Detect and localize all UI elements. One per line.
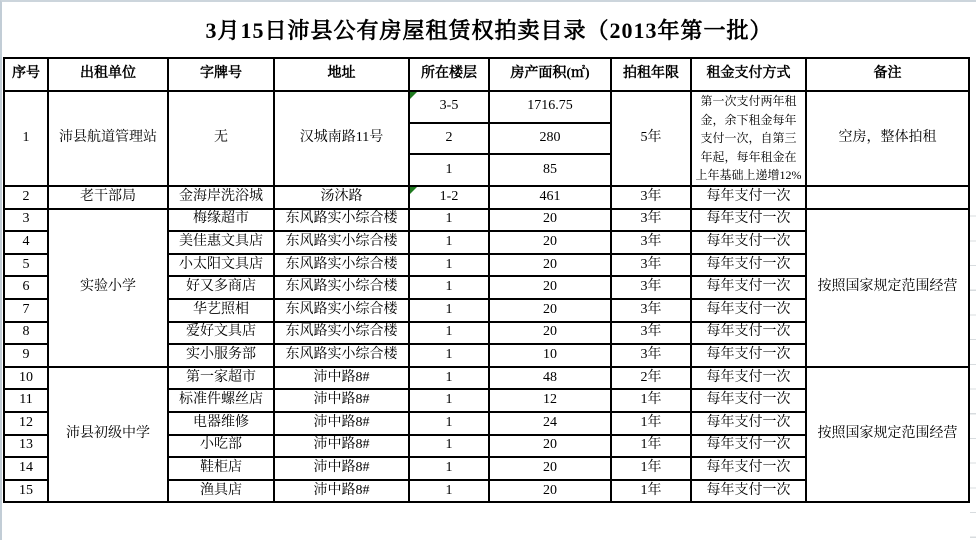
cell-sign: 电器维修 — [168, 412, 274, 435]
cell-term: 3年 — [611, 186, 691, 209]
cell-floor: 1 — [409, 154, 489, 186]
cell-no: 14 — [4, 457, 48, 480]
cell-payment: 每年支付一次 — [691, 344, 806, 367]
cell-address: 东风路实小综合楼 — [274, 322, 409, 345]
cell-no: 2 — [4, 186, 48, 209]
cell-no: 5 — [4, 254, 48, 277]
text-format-flag-icon — [410, 92, 417, 99]
cell-area: 48 — [489, 367, 611, 390]
cell-term: 1年 — [611, 412, 691, 435]
cell-address: 东风路实小综合楼 — [274, 231, 409, 254]
cell-address: 沛中路8# — [274, 435, 409, 458]
cell-address: 东风路实小综合楼 — [274, 209, 409, 232]
cell-floor-text: 3-5 — [439, 98, 459, 114]
cell-floor: 2 — [409, 123, 489, 155]
cell-sign: 标准件螺丝店 — [168, 389, 274, 412]
cell-term: 3年 — [611, 209, 691, 232]
cell-area: 20 — [489, 480, 611, 503]
cell-area: 280 — [489, 123, 611, 155]
cell-payment: 每年支付一次 — [691, 186, 806, 209]
cell-area: 85 — [489, 154, 611, 186]
cell-area: 20 — [489, 322, 611, 345]
title-row — [2, 2, 976, 57]
cell-term: 3年 — [611, 276, 691, 299]
cell-term: 3年 — [611, 231, 691, 254]
cell-sign: 鞋柜店 — [168, 457, 274, 480]
cell-area: 20 — [489, 457, 611, 480]
cell-area: 20 — [489, 299, 611, 322]
cell-area: 24 — [489, 412, 611, 435]
cell-address: 沛中路8# — [274, 480, 409, 503]
cell-sign: 实小服务部 — [168, 344, 274, 367]
cell-floor: 1 — [409, 209, 489, 232]
cell-no: 10 — [4, 367, 48, 390]
cell-term: 1年 — [611, 480, 691, 503]
header-cell-area: 房产面积(㎡) — [489, 58, 611, 91]
cell-floor: 1 — [409, 367, 489, 390]
cell-area: 20 — [489, 276, 611, 299]
page-title: 3月15日沛县公有房屋租赁权拍卖目录（2013年第一批） — [205, 18, 773, 43]
cell-floor-text: 1-2 — [439, 188, 459, 204]
cell-unit: 老干部局 — [48, 186, 168, 209]
cell-address: 汤沐路 — [274, 186, 409, 209]
cell-remark: 按照国家规定范围经营 — [806, 367, 969, 503]
cell-no: 13 — [4, 435, 48, 458]
cell-sign: 爱好文具店 — [168, 322, 274, 345]
cell-address: 沛中路8# — [274, 367, 409, 390]
cell-floor: 1 — [409, 457, 489, 480]
cell-no: 7 — [4, 299, 48, 322]
cell-no: 4 — [4, 231, 48, 254]
header-cell-sign: 字牌号 — [168, 58, 274, 91]
cell-remark — [806, 186, 969, 209]
cell-address: 汉城南路11号 — [274, 91, 409, 186]
cell-payment: 每年支付一次 — [691, 276, 806, 299]
cell-sign: 好又多商店 — [168, 276, 274, 299]
table-row — [4, 209, 969, 232]
cell-area: 10 — [489, 344, 611, 367]
cell-payment: 每年支付一次 — [691, 367, 806, 390]
cell-payment: 每年支付一次 — [691, 412, 806, 435]
cell-sign: 无 — [168, 91, 274, 186]
cell-floor: 1 — [409, 276, 489, 299]
cell-floor: 1 — [409, 412, 489, 435]
cell-unit: 沛县航道管理站 — [48, 91, 168, 186]
cell-no: 8 — [4, 322, 48, 345]
cell-term: 2年 — [611, 367, 691, 390]
header-cell-no: 序号 — [4, 58, 48, 91]
cell-floor — [409, 186, 489, 209]
cell-term: 1年 — [611, 457, 691, 480]
adjacent-gridline-stub — [970, 192, 976, 538]
table-row — [4, 367, 969, 390]
cell-sign: 梅缘超市 — [168, 209, 274, 232]
header-cell-address: 地址 — [274, 58, 409, 91]
cell-floor: 1 — [409, 344, 489, 367]
cell-term: 3年 — [611, 322, 691, 345]
cell-area: 20 — [489, 435, 611, 458]
cell-payment: 每年支付一次 — [691, 231, 806, 254]
cell-payment: 每年支付一次 — [691, 457, 806, 480]
header-cell-unit: 出租单位 — [48, 58, 168, 91]
cell-no: 6 — [4, 276, 48, 299]
cell-no: 11 — [4, 389, 48, 412]
header-row — [4, 58, 969, 91]
cell-floor: 1 — [409, 299, 489, 322]
cell-address: 沛中路8# — [274, 412, 409, 435]
cell-term: 3年 — [611, 254, 691, 277]
cell-payment: 第一次支付两年租金，余下租金每年支付一次，自第三年起，每年租金在上年基础上递增12% — [691, 91, 806, 186]
cell-remark: 按照国家规定范围经营 — [806, 209, 969, 367]
cell-address: 东风路实小综合楼 — [274, 344, 409, 367]
table-row — [4, 186, 969, 209]
cell-payment: 每年支付一次 — [691, 254, 806, 277]
header-cell-payment: 租金支付方式 — [691, 58, 806, 91]
cell-floor: 1 — [409, 254, 489, 277]
cell-term: 3年 — [611, 344, 691, 367]
cell-unit: 实验小学 — [48, 209, 168, 367]
cell-address: 沛中路8# — [274, 457, 409, 480]
cell-payment: 每年支付一次 — [691, 480, 806, 503]
text-format-flag-icon — [410, 187, 417, 194]
cell-address: 沛中路8# — [274, 389, 409, 412]
cell-payment: 每年支付一次 — [691, 209, 806, 232]
cell-term: 1年 — [611, 389, 691, 412]
cell-floor: 1 — [409, 480, 489, 503]
cell-no: 12 — [4, 412, 48, 435]
cell-area: 20 — [489, 209, 611, 232]
cell-address: 东风路实小综合楼 — [274, 299, 409, 322]
cell-floor: 1 — [409, 231, 489, 254]
cell-remark: 空房，整体拍租 — [806, 91, 969, 186]
header-cell-floor: 所在楼层 — [409, 58, 489, 91]
cell-sign: 美佳惠文具店 — [168, 231, 274, 254]
cell-unit: 沛县初级中学 — [48, 367, 168, 503]
cell-sign: 渔具店 — [168, 480, 274, 503]
cell-sign: 小太阳文具店 — [168, 254, 274, 277]
cell-floor: 1 — [409, 322, 489, 345]
cell-floor: 1 — [409, 389, 489, 412]
cell-no: 15 — [4, 480, 48, 503]
cell-no: 1 — [4, 91, 48, 186]
cell-area: 1716.75 — [489, 91, 611, 123]
cell-sign: 金海岸洗浴城 — [168, 186, 274, 209]
cell-payment: 每年支付一次 — [691, 322, 806, 345]
cell-area: 20 — [489, 231, 611, 254]
cell-term: 1年 — [611, 435, 691, 458]
cell-floor — [409, 91, 489, 123]
cell-payment: 每年支付一次 — [691, 435, 806, 458]
cell-area: 12 — [489, 389, 611, 412]
auction-table — [3, 57, 970, 503]
table-row — [4, 91, 969, 123]
cell-payment: 每年支付一次 — [691, 389, 806, 412]
cell-sign: 第一家超市 — [168, 367, 274, 390]
cell-no: 9 — [4, 344, 48, 367]
cell-address: 东风路实小综合楼 — [274, 276, 409, 299]
cell-no: 3 — [4, 209, 48, 232]
cell-area: 461 — [489, 186, 611, 209]
cell-floor: 1 — [409, 435, 489, 458]
cell-term: 3年 — [611, 299, 691, 322]
cell-payment: 每年支付一次 — [691, 299, 806, 322]
header-cell-remark: 备注 — [806, 58, 969, 91]
cell-sign: 华艺照相 — [168, 299, 274, 322]
cell-term: 5年 — [611, 91, 691, 186]
cell-address: 东风路实小综合楼 — [274, 254, 409, 277]
header-cell-term: 拍租年限 — [611, 58, 691, 91]
cell-area: 20 — [489, 254, 611, 277]
cell-sign: 小吃部 — [168, 435, 274, 458]
